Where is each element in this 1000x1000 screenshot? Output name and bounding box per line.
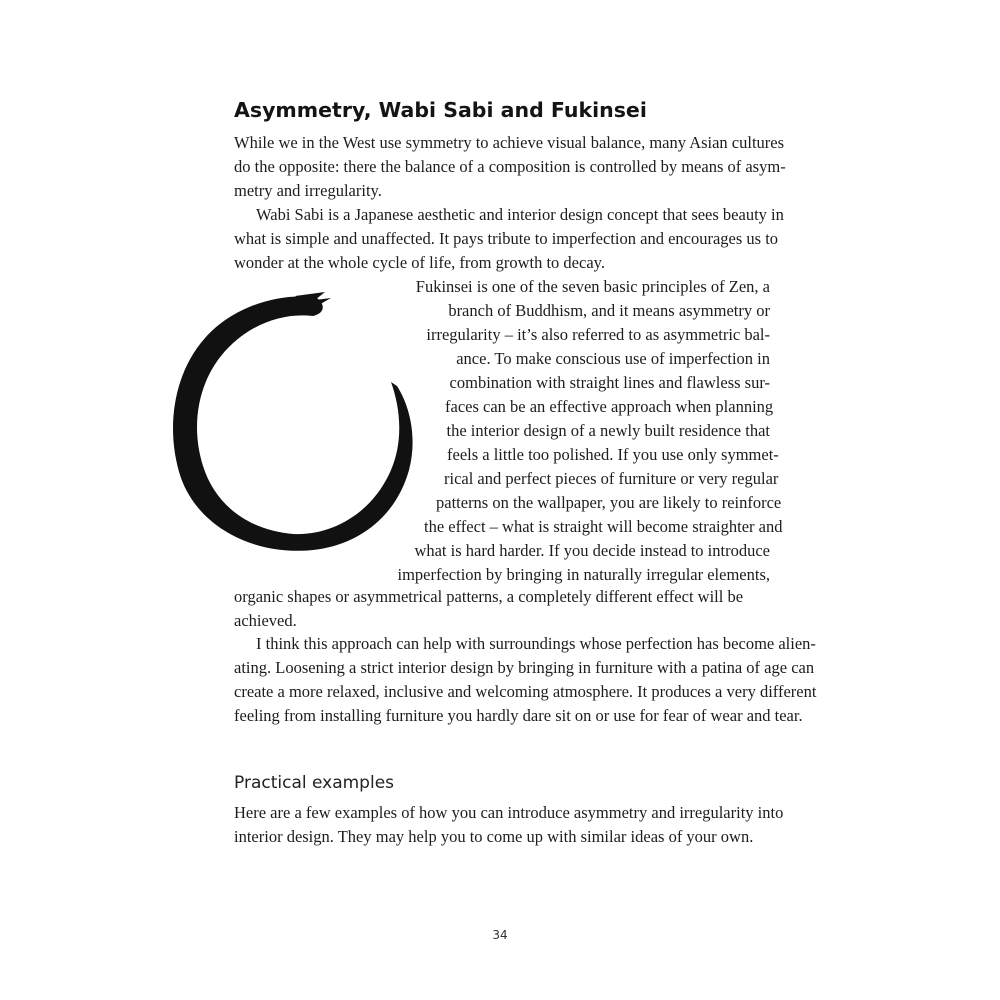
text-line: do the opposite: there the balance of a composition is controlled by means of asym- xyxy=(234,157,786,176)
text-line: imperfection by bringing in naturally irregular elements, xyxy=(397,565,770,584)
text-line: the interior design of a newly built residence that xyxy=(446,421,770,440)
text-line: Here are a few examples of how you can introduce asymmetry and irregularity into xyxy=(234,803,784,822)
text-line: feeling from installing furniture you hardly dare sit on or use for fear of wear and tear. xyxy=(234,706,803,725)
examples-paragraph xyxy=(234,801,784,849)
text-line: branch of Buddhism, and it means asymmetry or xyxy=(448,301,770,320)
text-line: metry and irregularity. xyxy=(234,181,382,200)
text-line: patterns on the wallpaper, you are likely to reinforce xyxy=(436,493,782,512)
text-line: wonder at the whole cycle of life, from growth to decay. xyxy=(234,253,605,272)
fukinsei-paragraph xyxy=(0,275,1000,635)
page-title: Asymmetry, Wabi Sabi and Fukinsei xyxy=(234,98,647,122)
section-subheading: Practical examples xyxy=(234,773,395,793)
text-line: irregularity – it’s also referred to as asymmetric bal- xyxy=(426,325,770,344)
text-line: combination with straight lines and flawless sur- xyxy=(449,373,770,392)
text-line: Wabi Sabi is a Japanese aesthetic and interior design concept that sees beauty in xyxy=(256,205,784,224)
text-line: faces can be an effective approach when planning xyxy=(445,397,774,416)
text-line: organic shapes or asymmetrical patterns, a completely different effect will be xyxy=(234,587,744,606)
text-line: While we in the West use symmetry to achieve visual balance, many Asian cultures xyxy=(234,133,785,152)
page-number: 34 xyxy=(492,928,508,942)
text-line: Fukinsei is one of the seven basic principles of Zen, a xyxy=(415,277,770,296)
text-line: ating. Loosening a strict interior design by bringing in furniture with a patina of age can xyxy=(234,658,815,677)
text-line: rical and perfect pieces of furniture or very regular xyxy=(444,469,779,488)
text-line: what is simple and unaffected. It pays tribute to imperfection and encourages us to xyxy=(234,229,779,248)
text-line: feels a little too polished. If you use only symmet- xyxy=(447,445,779,464)
fukinsei-paragraph-tail xyxy=(234,585,770,633)
text-line: create a more relaxed, inclusive and welcoming atmosphere. It produces a very different xyxy=(234,682,817,701)
approach-paragraph xyxy=(234,632,817,728)
text-line: achieved. xyxy=(234,611,297,630)
text-line: the effect – what is straight will become straighter and xyxy=(424,517,783,536)
text-line: what is hard harder. If you decide instead to introduce xyxy=(414,541,770,560)
text-line: ance. To make conscious use of imperfection in xyxy=(456,349,770,368)
text-line: interior design. They may help you to come up with similar ideas of your own. xyxy=(234,827,754,846)
wabi-sabi-paragraph xyxy=(234,203,784,275)
intro-paragraph xyxy=(234,131,786,203)
text-line: I think this approach can help with surroundings whose perfection has become alien- xyxy=(256,634,816,653)
